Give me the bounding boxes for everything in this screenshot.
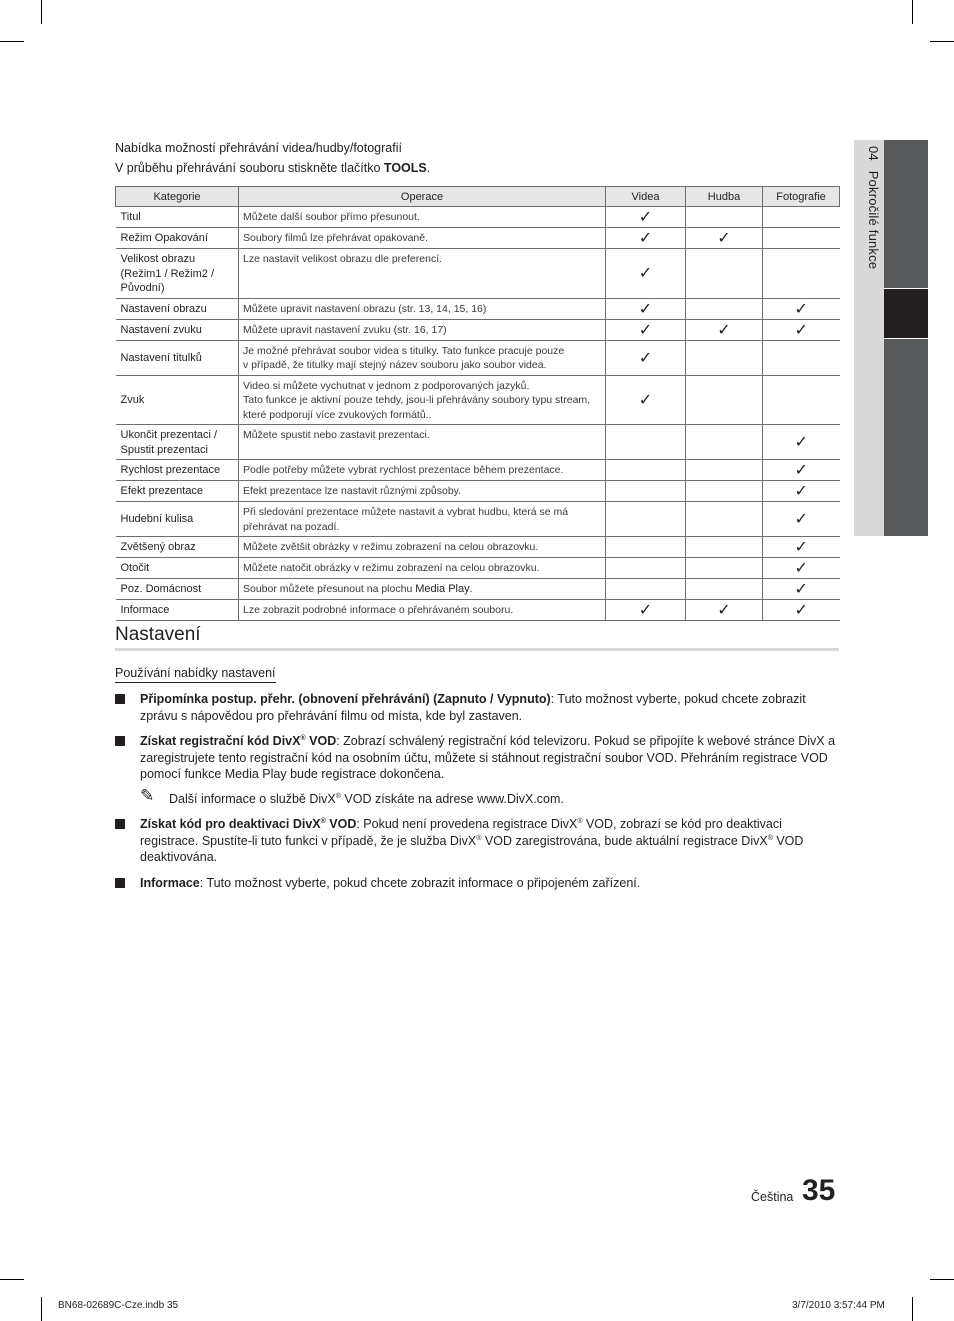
checkmark-icon: ✓ xyxy=(794,602,808,619)
check-cell xyxy=(763,600,840,621)
crop-mark xyxy=(930,41,954,42)
check-cell xyxy=(686,298,763,319)
table-row xyxy=(116,207,840,228)
check-cell xyxy=(763,425,840,460)
col-header-photo: Fotografie xyxy=(763,187,840,207)
check-cell xyxy=(763,207,840,228)
checkmark-icon: ✓ xyxy=(638,349,653,367)
operation-cell: Můžete spustit nebo zastavit prezentaci. xyxy=(239,425,606,460)
table-row xyxy=(116,298,840,319)
operation-cell: Je možné přehrávat soubor videa s titulky. Tato funkce pracuje pouze v případě, že titulky mají stejný název souboru jako soubor videa. xyxy=(239,340,606,375)
checkmark-icon: ✓ xyxy=(794,511,808,528)
check-cell xyxy=(763,502,840,537)
category-cell: Režim Opakování xyxy=(116,228,239,249)
operation-cell: Efekt prezentace lze nastavit různými způsoby. xyxy=(239,481,606,502)
page-number: 35 xyxy=(802,1174,836,1207)
category-cell: Nastavení titulků xyxy=(116,340,239,375)
table-row xyxy=(116,460,840,481)
check-cell xyxy=(763,249,840,299)
table-row xyxy=(116,340,840,375)
table-row xyxy=(116,249,840,299)
chapter-label xyxy=(857,146,881,526)
chapter-tab-active-block xyxy=(884,289,928,338)
operation-cell: Můžete upravit nastavení zvuku (str. 16, 17) xyxy=(239,319,606,340)
table-row xyxy=(116,537,840,558)
crop-mark xyxy=(0,41,24,42)
category-cell: Zvuk xyxy=(116,375,239,425)
category-cell: Velikost obrazu (Režim1 / Režim2 / Původní) xyxy=(116,249,239,299)
list-item: Připomínka postup. přehr. (obnovení přehrávání) (Zapnuto / Vypnuto): Tuto možnost vyberte, pokud chcete zobrazit zprávu s nápovědou pro přehrávání filmu od místa, kde byl zastaven. xyxy=(115,691,839,724)
check-cell xyxy=(686,228,763,249)
operation-cell: Můžete upravit nastavení obrazu (str. 13, 14, 15, 16) xyxy=(239,298,606,319)
check-cell xyxy=(606,579,686,600)
operation-cell: Podle potřeby můžete vybrat rychlost prezentace během prezentace. xyxy=(239,460,606,481)
checkmark-icon: ✓ xyxy=(794,321,808,339)
category-cell: Zvětšený obraz xyxy=(116,537,239,558)
check-cell xyxy=(606,249,686,299)
operation-cell: Soubory filmů lze přehrávat opakovaně. xyxy=(239,228,606,249)
crop-mark xyxy=(912,1297,913,1321)
col-header-category: Kategorie xyxy=(116,187,239,207)
checkmark-icon: ✓ xyxy=(794,462,808,479)
check-cell xyxy=(686,579,763,600)
operation-cell: Můžete natočit obrázky v režimu zobrazení na celou obrazovku. xyxy=(239,558,606,579)
footer-language: Čeština xyxy=(751,1190,794,1204)
crop-mark xyxy=(41,1297,42,1321)
checkmark-icon: ✓ xyxy=(638,391,653,409)
square-bullet-icon xyxy=(115,694,125,704)
list-item: Získat kód pro deaktivaci DivX® VOD: Pokud není provedena registrace DivX® VOD, zobrazí se kód pro deaktivaci registrace. Spustíte-li tuto funkci v případě, že je služba DivX® VOD zaregistrována, bude aktuální registrace DivX® VOD deaktivována. xyxy=(115,816,839,866)
category-cell: Poz. Domácnost xyxy=(116,579,239,600)
check-cell xyxy=(606,537,686,558)
checkmark-icon: ✓ xyxy=(794,539,808,556)
operation-cell: Video si můžete vychutnat v jednom z podporovaných jazyků. Tato funkce je aktivní pouze tehdy, jsou-li přehrávány soubory typu stream, které podporují více zvukových formátů.. xyxy=(239,375,606,425)
options-heading: Nabídka možností přehrávání videa/hudby/fotografií xyxy=(115,141,402,155)
checkmark-icon: ✓ xyxy=(717,321,731,339)
check-cell xyxy=(606,207,686,228)
section-divider xyxy=(115,648,839,651)
checkmark-icon: ✓ xyxy=(638,265,653,283)
table-row xyxy=(116,425,840,460)
checkmark-icon: ✓ xyxy=(717,230,731,247)
check-cell xyxy=(763,298,840,319)
category-cell: Ukončit prezentaci / Spustit prezentaci xyxy=(116,425,239,460)
check-cell xyxy=(606,600,686,621)
category-cell: Hudební kulisa xyxy=(116,502,239,537)
checkmark-icon: ✓ xyxy=(638,230,653,247)
settings-subheading: Používání nabídky nastavení xyxy=(115,666,276,683)
table-row xyxy=(116,375,840,425)
category-cell: Efekt prezentace xyxy=(116,481,239,502)
chapter-title: Pokročilé funkce xyxy=(866,170,881,270)
chapter-tab-block xyxy=(884,339,928,536)
check-cell xyxy=(606,460,686,481)
options-table xyxy=(115,186,840,621)
table-row xyxy=(116,600,840,621)
settings-title: Nastavení xyxy=(115,624,201,645)
pencil-icon: ✎ xyxy=(140,785,155,805)
category-cell: Nastavení obrazu xyxy=(116,298,239,319)
category-cell: Rychlost prezentace xyxy=(116,460,239,481)
table-row xyxy=(116,481,840,502)
table-row xyxy=(116,558,840,579)
checkmark-icon: ✓ xyxy=(717,602,731,619)
operation-cell: Při sledování prezentace můžete nastavit a vybrat hudbu, která se má přehrávat na pozadí. xyxy=(239,502,606,537)
check-cell xyxy=(686,502,763,537)
list-item: Informace: Tuto možnost vyberte, pokud chcete zobrazit informace o připojeném zařízení. xyxy=(115,875,839,892)
check-cell xyxy=(686,537,763,558)
operation-cell: Můžete zvětšit obrázky v režimu zobrazení na celou obrazovku. xyxy=(239,537,606,558)
category-cell: Titul xyxy=(116,207,239,228)
check-cell xyxy=(606,298,686,319)
checkmark-icon: ✓ xyxy=(638,300,653,318)
category-cell: Nastavení zvuku xyxy=(116,319,239,340)
category-cell: Otočit xyxy=(116,558,239,579)
file-info: BN68-02689C-Cze.indb 35 xyxy=(58,1300,179,1311)
check-cell xyxy=(763,558,840,579)
check-cell xyxy=(763,579,840,600)
check-cell xyxy=(686,207,763,228)
crop-mark xyxy=(41,0,42,24)
check-cell xyxy=(606,481,686,502)
check-cell xyxy=(763,537,840,558)
check-cell xyxy=(763,481,840,502)
check-cell xyxy=(606,340,686,375)
check-cell xyxy=(686,249,763,299)
table-row xyxy=(116,579,840,600)
checkmark-icon: ✓ xyxy=(794,300,808,318)
print-timestamp: 3/7/2010 3:57:44 PM xyxy=(792,1300,885,1311)
check-cell xyxy=(686,600,763,621)
check-cell xyxy=(763,375,840,425)
check-cell xyxy=(686,319,763,340)
check-cell xyxy=(686,340,763,375)
options-intro: V průběhu přehrávání souboru stiskněte tlačítko TOOLS. xyxy=(115,161,431,175)
table-row xyxy=(116,319,840,340)
operation-cell: Soubor můžete přesunout na plochu Media Play. xyxy=(239,579,606,600)
operation-cell: Lze nastavit velikost obrazu dle preferencí. xyxy=(239,249,606,299)
table-header-row xyxy=(116,187,840,207)
crop-mark xyxy=(912,0,913,24)
check-cell xyxy=(606,319,686,340)
chapter-number: 04 xyxy=(866,146,881,161)
crop-mark xyxy=(930,1279,954,1280)
check-cell xyxy=(686,375,763,425)
check-cell xyxy=(763,228,840,249)
note: ✎ Další informace o službě DivX® VOD získáte na adrese www.DivX.com. xyxy=(140,785,564,806)
chapter-tab-block xyxy=(884,140,928,288)
checkmark-icon: ✓ xyxy=(638,209,653,226)
check-cell xyxy=(606,558,686,579)
check-cell xyxy=(763,319,840,340)
check-cell xyxy=(686,481,763,502)
square-bullet-icon xyxy=(115,736,125,746)
table-row xyxy=(116,228,840,249)
check-cell xyxy=(763,340,840,375)
checkmark-icon: ✓ xyxy=(794,581,808,598)
check-cell xyxy=(686,558,763,579)
checkmark-icon: ✓ xyxy=(638,321,653,339)
list-item: Získat registrační kód DivX® VOD: Zobrazí schválený registrační kód televizoru. Pokud se připojíte k webové stránce DivX a zaregistrujete tento registrační kód na osobním účtu, můžete si stáhnout registrační soubor VOD. Přehráním registrace VOD pomocí funkce Media Play bude registrace dokončena. xyxy=(115,733,839,783)
check-cell xyxy=(686,425,763,460)
check-cell xyxy=(686,460,763,481)
square-bullet-icon xyxy=(115,878,125,888)
check-cell xyxy=(606,502,686,537)
checkmark-icon: ✓ xyxy=(794,434,808,451)
square-bullet-icon xyxy=(115,819,125,829)
category-cell: Informace xyxy=(116,600,239,621)
operation-cell: Můžete další soubor přímo přesunout. xyxy=(239,207,606,228)
crop-mark xyxy=(0,1279,24,1280)
checkmark-icon: ✓ xyxy=(638,602,653,619)
col-header-operation: Operace xyxy=(239,187,606,207)
col-header-music: Hudba xyxy=(686,187,763,207)
checkmark-icon: ✓ xyxy=(794,560,808,577)
col-header-video: Videa xyxy=(606,187,686,207)
operation-cell: Lze zobrazit podrobné informace o přehrávaném souboru. xyxy=(239,600,606,621)
settings-list xyxy=(115,691,839,900)
checkmark-icon: ✓ xyxy=(794,483,808,500)
tools-key: TOOLS xyxy=(383,161,427,175)
table-row xyxy=(116,502,840,537)
check-cell xyxy=(606,375,686,425)
check-cell xyxy=(606,228,686,249)
check-cell xyxy=(763,460,840,481)
check-cell xyxy=(606,425,686,460)
